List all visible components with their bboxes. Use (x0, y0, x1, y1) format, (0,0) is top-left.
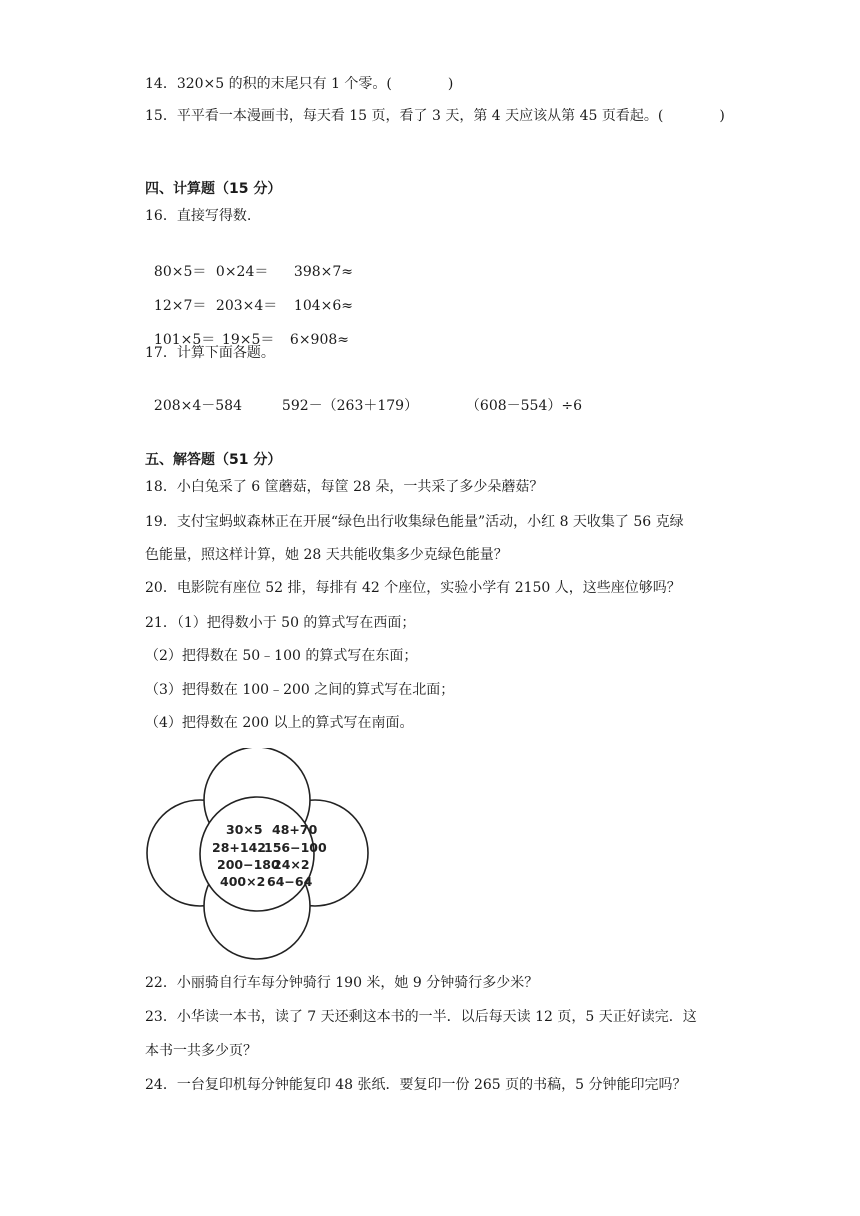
question-21-line-2: （2）把得数在 50﹣100 的算式写在东面； (145, 648, 418, 664)
expression: 24×2 (273, 857, 310, 872)
calc-item: 19×5＝ (221, 332, 275, 348)
question-24: 24．一台复印机每分钟能复印 48 张纸．要复印一份 265 页的书稿，5 分钟能印完吗？ (145, 1077, 687, 1093)
question-23-line-2: 本书一共多少页？ (145, 1043, 257, 1059)
calc-item: 101×5＝ (153, 332, 216, 348)
calc-item: 12×7＝ (153, 298, 207, 314)
calc-item: （608－554）÷6 (465, 398, 582, 414)
question-19-line-2: 色能量，照这样计算，她 28 天共能收集多少克绿色能量？ (145, 547, 508, 563)
question-20: 20．电影院有座位 52 排，每排有 42 个座位，实验小学有 2150 人，这些座位够吗？ (145, 580, 681, 596)
section-5-title: 五、解答题（51 分） (145, 452, 282, 468)
expression: 28+142 (212, 840, 266, 855)
calc-item: 80×5＝ (153, 264, 207, 280)
question-17-items (145, 376, 582, 416)
calc-item: 104×6≈ (293, 298, 353, 314)
question-21-line-4: （4）把得数在 200 以上的算式写在南面。 (145, 715, 414, 731)
question-15: 15．平平看一本漫画书，每天看 15 页，看了 3 天，第 4 天应该从第 45 页看起。( ) (145, 108, 725, 124)
calc-item: 6×908≈ (289, 332, 349, 348)
question-14: 14．320×5 的积的末尾只有 1 个零。( ) (145, 76, 454, 92)
four-direction-circle-diagram (145, 748, 370, 960)
question-17-prompt: 17．计算下面各题。 (145, 345, 275, 361)
question-21-line-3: （3）把得数在 100﹣200 之间的算式写在北面； (145, 682, 455, 698)
calc-item: 0×24＝ (215, 264, 269, 280)
calc-item: 398×7≈ (293, 264, 353, 280)
question-21-line-1: 21．（1）把得数小于 50 的算式写在西面； (145, 615, 416, 631)
calc-item: 208×4－584 (153, 398, 242, 414)
calc-item: 203×4＝ (215, 298, 278, 314)
question-16-prompt: 16．直接写得数. (145, 208, 252, 224)
expression: 64−64 (267, 874, 313, 889)
expression: 156−100 (264, 840, 327, 855)
calc-item: 592－（263＋179） (281, 398, 419, 414)
expression: 30×5 (226, 822, 263, 837)
question-19-line-1: 19．支付宝蚂蚁森林正在开展“绿色出行收集绿色能量”活动，小红 8 天收集了 56 克绿 (145, 514, 684, 530)
expression: 48+70 (272, 822, 318, 837)
expression: 400×2 (220, 874, 266, 889)
question-22: 22．小丽骑自行车每分钟骑行 190 米，她 9 分钟骑行多少米？ (145, 975, 539, 991)
question-18: 18．小白兔采了 6 筐蘑菇，每筐 28 朵，一共采了多少朵蘑菇？ (145, 479, 544, 495)
question-23-line-1: 23．小华读一本书，读了 7 天还剩这本书的一半．以后每天读 12 页，5 天正好读完．这 (145, 1009, 697, 1025)
section-4-title: 四、计算题（15 分） (145, 181, 282, 197)
expression: 200−180 (217, 857, 280, 872)
